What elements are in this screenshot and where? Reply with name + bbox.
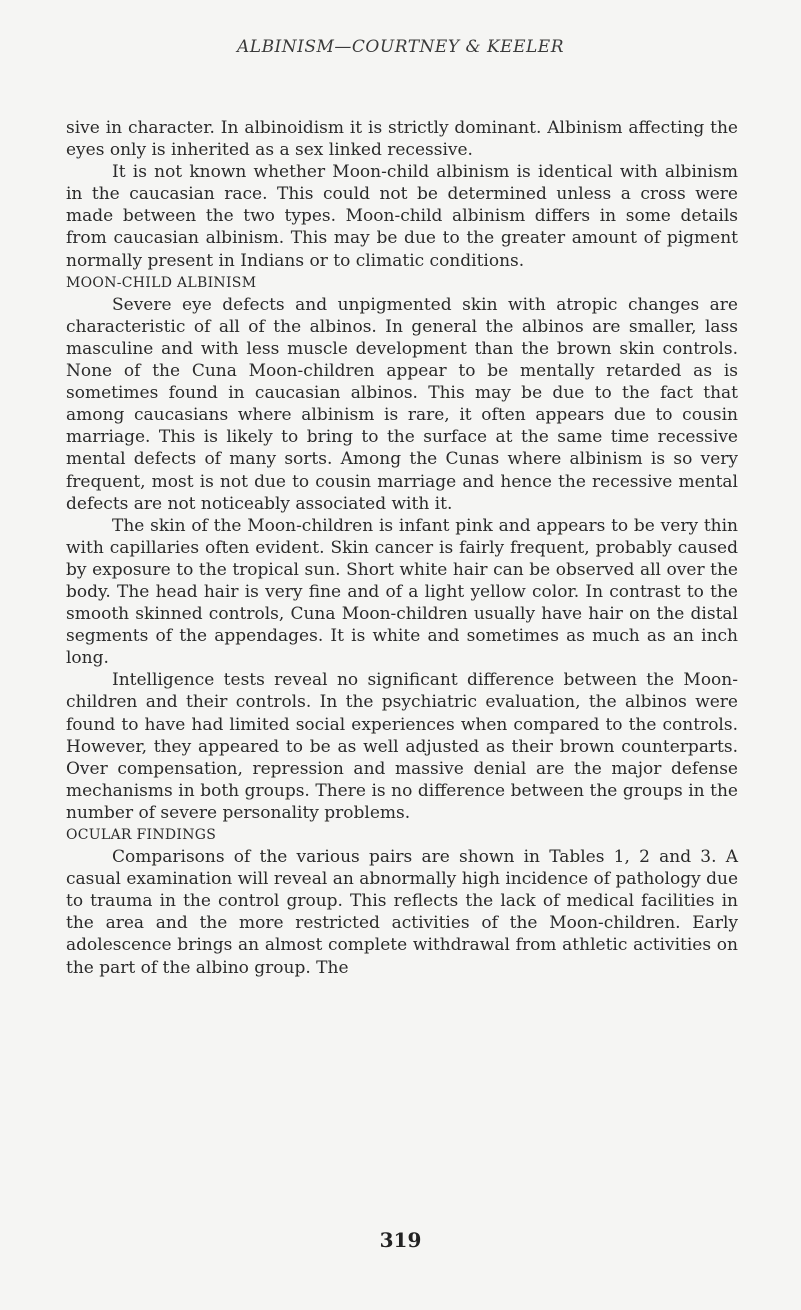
paragraph: It is not known whether Moon-child albinism is identical with albinism in the caucasian race. This could not be determined unless a cross were made between the two types. Moon-child albinism differs in some details from caucasian albinism. This may be due to the greater amount of pigment normally present in Indians or to climatic conditions. [66,162,738,271]
section-heading-ocular-findings: OCULAR FINDINGS [66,827,217,843]
section-heading-moon-child-albinism: MOON-CHILD ALBINISM [66,274,257,291]
paragraph: Comparisons of the various pairs are shown in Tables 1, 2 and 3. A casual examination will reveal an abnormally high incidence of pathology due to trauma in the control group. This reflects the lack of medical facilities in the area and the more restricted activities of the Moon-children. Early adolescence brings an almost complete withdrawal from athletic activities on the part of the albino group. The [66,847,738,978]
paragraph: Intelligence tests reveal no significant difference between the Moon-children and their controls. In the psychiatric evaluation, the albinos were found to have had limited social experiences when compared to the controls. However, they appeared to be as well adjusted as their brown counterparts. Over compensation, repression and massive denial are the major defense mechanisms in both groups. There is no difference between the groups in the number of severe personality problems. [66,670,738,823]
paragraph: Severe eye defects and unpigmented skin with atropic changes are characteristic of all of the albinos. In general the albinos are smaller, lass masculine and with less muscle development than the brown skin controls. None of the Cuna Moon-children appear to be mentally retarded as is sometimes found in caucasian albinos. This may be due to the fact that among caucasians where albinism is rare, it often appears due to cousin marriage. This is likely to bring to the surface at the same time recessive mental defects of many sorts. Among the Cunas where albinism is so very frequent, most is not due to cousin marriage and hence the recessive mental defects are not noticeably associated with it. [66,294,738,514]
running-head: ALBINISM—COURTNEY & KEELER [237,37,564,57]
page-number: 319 [379,1228,422,1252]
body-text [66,117,738,979]
paragraph: The skin of the Moon-children is infant pink and appears to be very thin with capillaries often evident. Skin cancer is fairly frequent, probably caused by exposure to the tropical sun. Short white hair can be observed all over the body. The head hair is very fine and of a light yellow color. In contrast to the smooth skinned controls, Cuna Moon-children usually have hair on the distal segments of the appendages. It is white and sometimes as much as an inch long. [66,515,738,669]
paragraph-continued: sive in character. In albinoidism it is strictly dominant. Albinism affecting the eyes only is inherited as a sex linked recessive. [66,118,738,161]
